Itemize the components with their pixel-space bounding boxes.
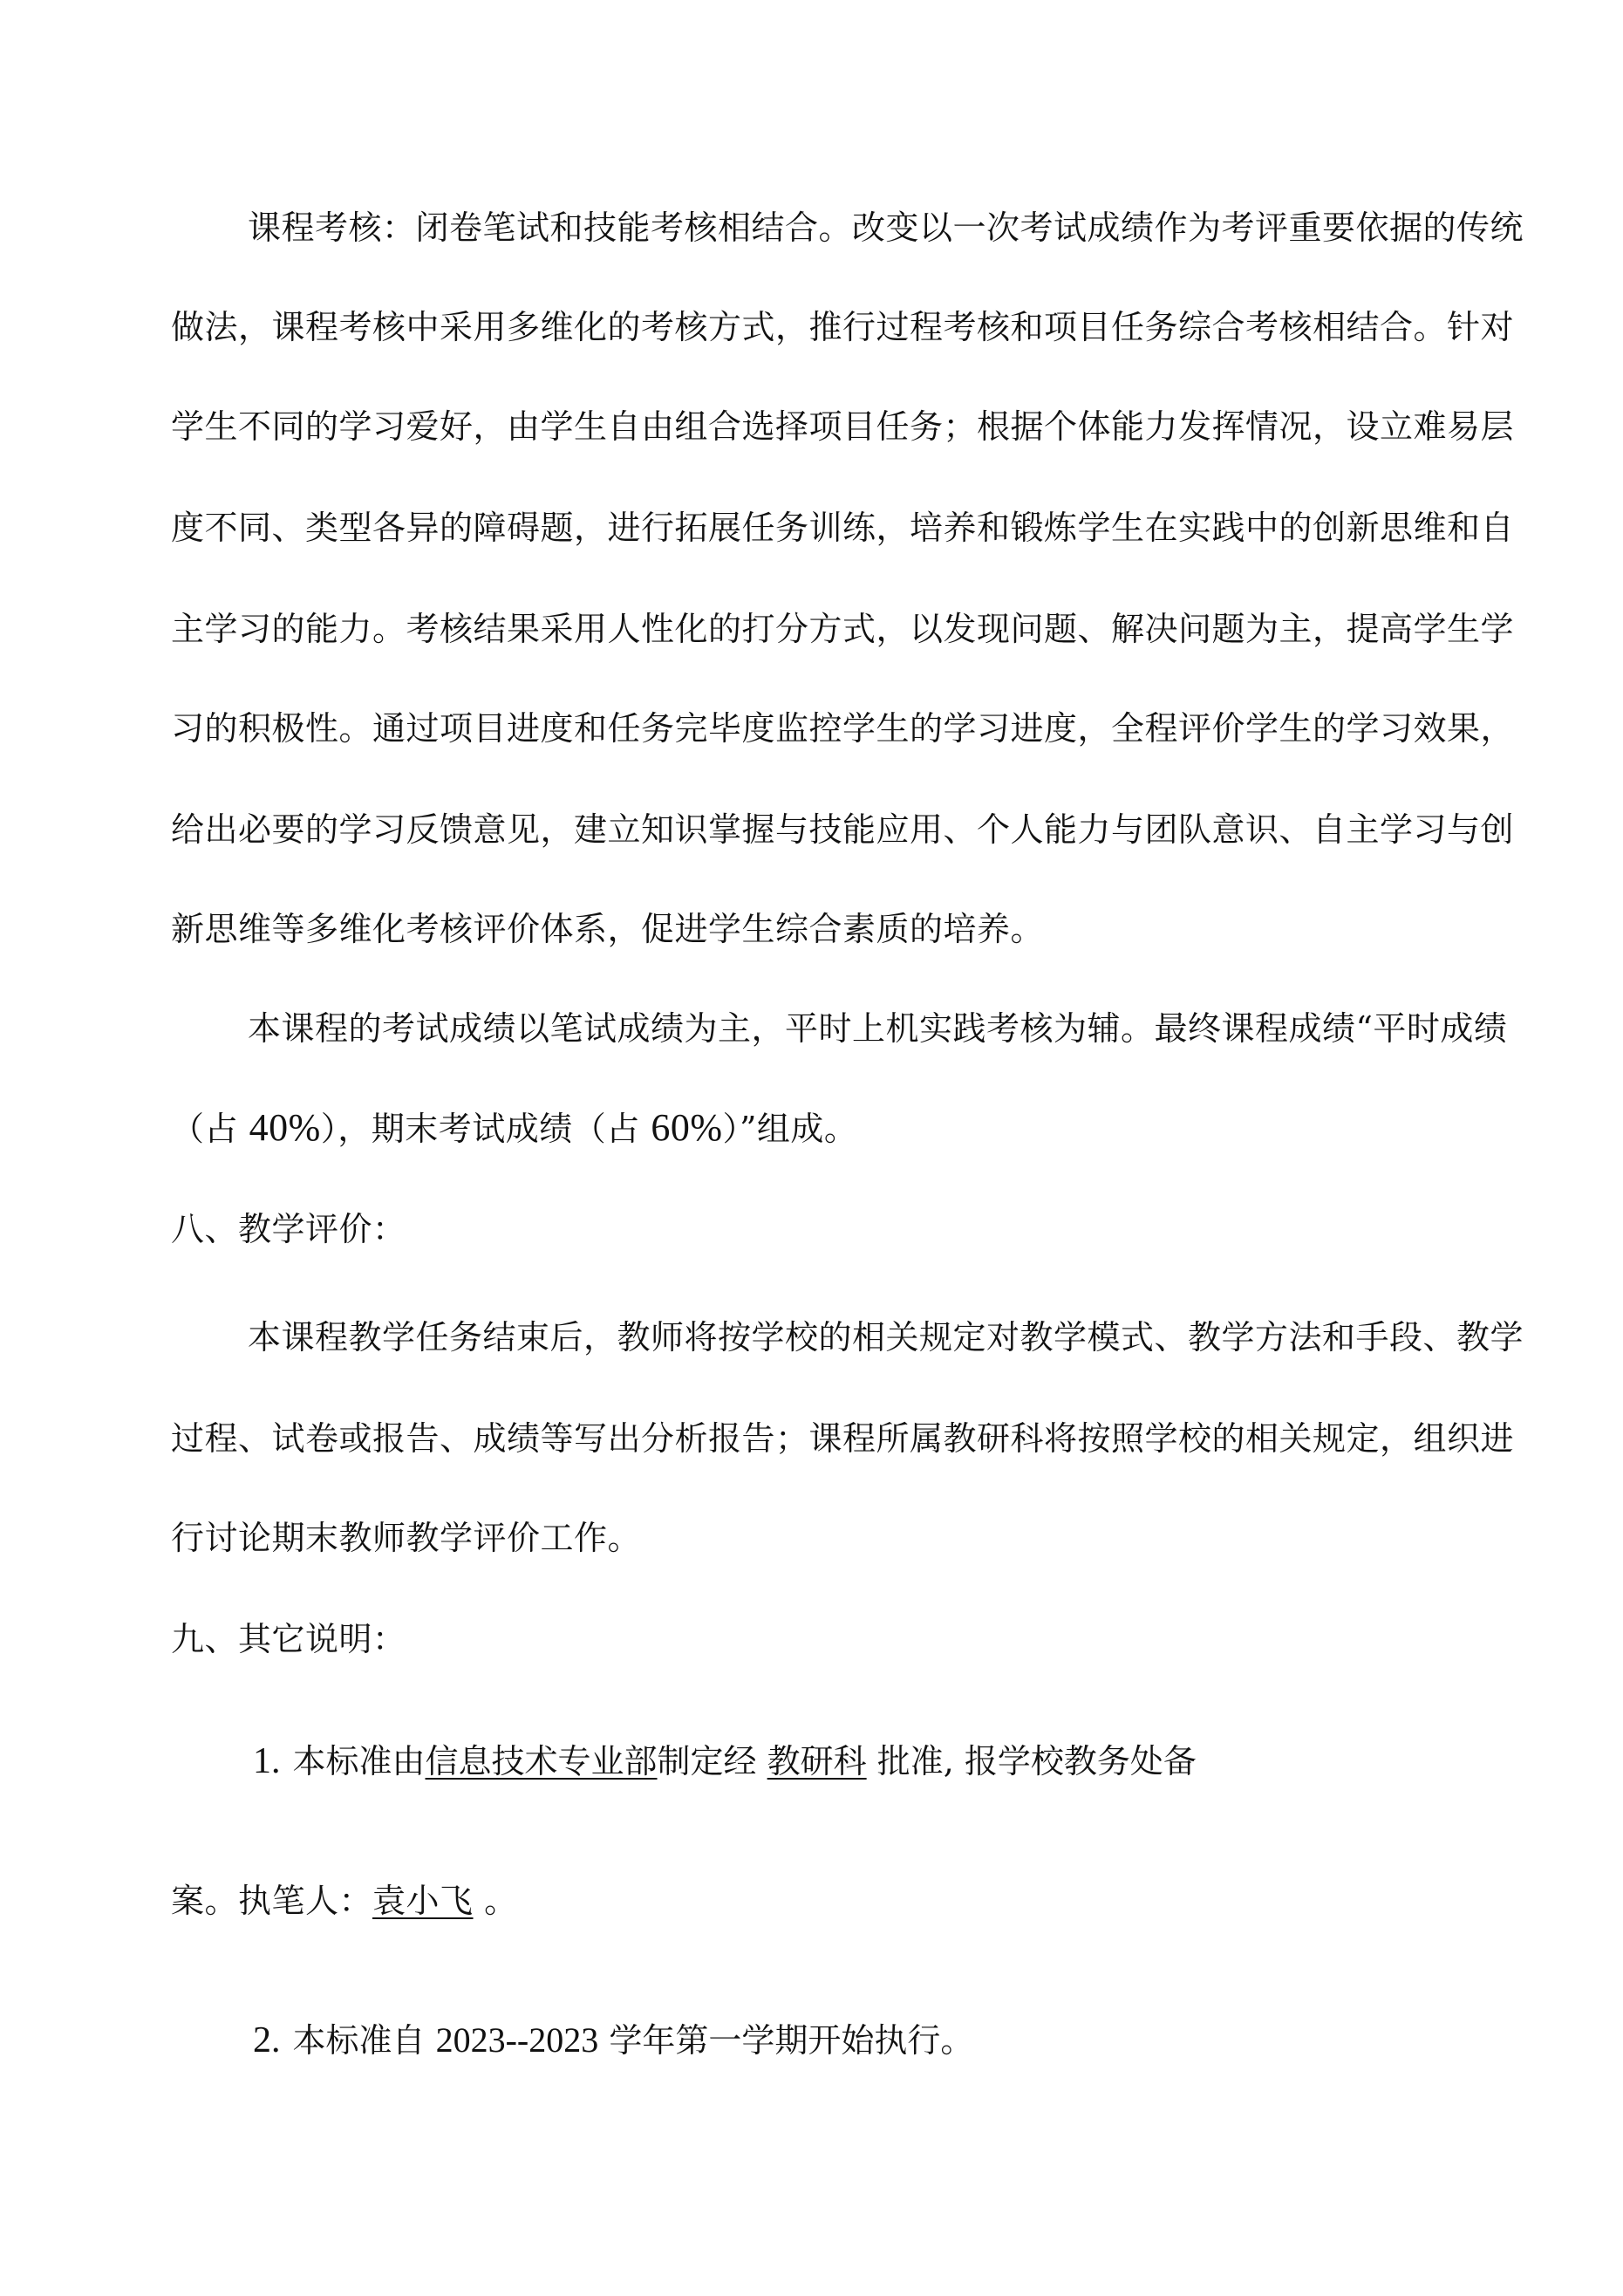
list-item-2 bbox=[253, 2019, 973, 2062]
drafting-department: 信息技术专业部 bbox=[425, 1742, 658, 1780]
assessment-paragraph-line-4: 度不同、类型各异的障碍题，进行拓展任务训练，培养和锻炼学生在实践中的创新思维和自 bbox=[171, 509, 1515, 547]
assessment-paragraph-line-8: 新思维等多维化考核评价体系，促进学生综合素质的培养。 bbox=[171, 910, 1045, 948]
list-item-2-text-b: 学年第一学期开始执行。 bbox=[598, 2021, 974, 2060]
assessment-paragraph-line-5: 主学习的能力。考核结果采用人性化的打分方式，以发现问题、解决问题为主，提高学生学 bbox=[171, 610, 1515, 648]
assessment-paragraph-line-1: 课程考核：闭卷笔试和技能考核相结合。改变以一次考试成绩作为考评重要依据的传统 bbox=[248, 208, 1524, 247]
assessment-paragraph-line-7: 给出必要的学习反馈意见，建立知识掌握与技能应用、个人能力与团队意识、自主学习与创 bbox=[171, 810, 1515, 849]
assessment-paragraph-line-3: 学生不同的学习爱好，由学生自由组合选择项目任务；根据个体能力发挥情况，设立难易层 bbox=[171, 407, 1515, 446]
evaluation-paragraph-line-1: 本课程教学任务结束后，教师将按学校的相关规定对教学模式、教学方法和手段、教学 bbox=[248, 1318, 1524, 1356]
list-item-1-cont-b: 。 bbox=[473, 1882, 518, 1920]
grade-text-a: （占 bbox=[171, 1110, 249, 1148]
list-item-1-number: 1. bbox=[253, 1741, 281, 1781]
evaluation-paragraph-line-2: 过程、试卷或报告、成绩等写出分析报告；课程所属教研科将按照学校的相关规定，组织进 bbox=[171, 1419, 1515, 1458]
list-item-1-cont-a: 案。执笔人： bbox=[171, 1882, 373, 1920]
final-exam-percent: 60% bbox=[651, 1106, 723, 1149]
grade-text-c: ）”组成。 bbox=[722, 1110, 858, 1148]
list-item-1-continuation bbox=[171, 1879, 1476, 1923]
assessment-paragraph-line-2: 做法，课程考核中采用多维化的考核方式，推行过程考核和项目任务综合考核相结合。针对 bbox=[171, 308, 1515, 346]
grade-text-b: ），期末考试成绩（占 bbox=[320, 1110, 651, 1148]
academic-years: 2023--2023 bbox=[435, 2020, 599, 2060]
grade-paragraph-line-1: 本课程的考试成绩以笔试成绩为主，平时上机实践考核为辅。最终课程成绩“平时成绩 bbox=[248, 1009, 1508, 1048]
list-item-1-text-a: 本标准由 bbox=[292, 1742, 426, 1780]
section-9-heading: 九、其它说明： bbox=[171, 1620, 406, 1658]
approving-office: 教研科 bbox=[767, 1742, 867, 1780]
list-item-1 bbox=[253, 1739, 1197, 1783]
evaluation-paragraph-line-3: 行讨论期末教师教学评价工作。 bbox=[171, 1519, 642, 1557]
list-item-1-text-b: 制定经 bbox=[657, 1742, 767, 1780]
section-8-heading: 八、教学评价： bbox=[171, 1210, 406, 1248]
assessment-paragraph-line-6: 习的积极性。通过项目进度和任务完毕度监控学生的学习进度，全程评价学生的学习效果， bbox=[171, 709, 1515, 748]
grade-paragraph-line-2 bbox=[171, 1106, 1476, 1151]
list-item-1-text-c: 批准, 报学校教务处备 bbox=[866, 1742, 1197, 1780]
list-item-2-number: 2. bbox=[253, 2020, 281, 2060]
list-item-2-text-a: 本标准自 bbox=[292, 2021, 436, 2060]
author-name: 袁小飞 bbox=[372, 1882, 474, 1920]
regular-grade-percent: 40% bbox=[249, 1106, 321, 1149]
